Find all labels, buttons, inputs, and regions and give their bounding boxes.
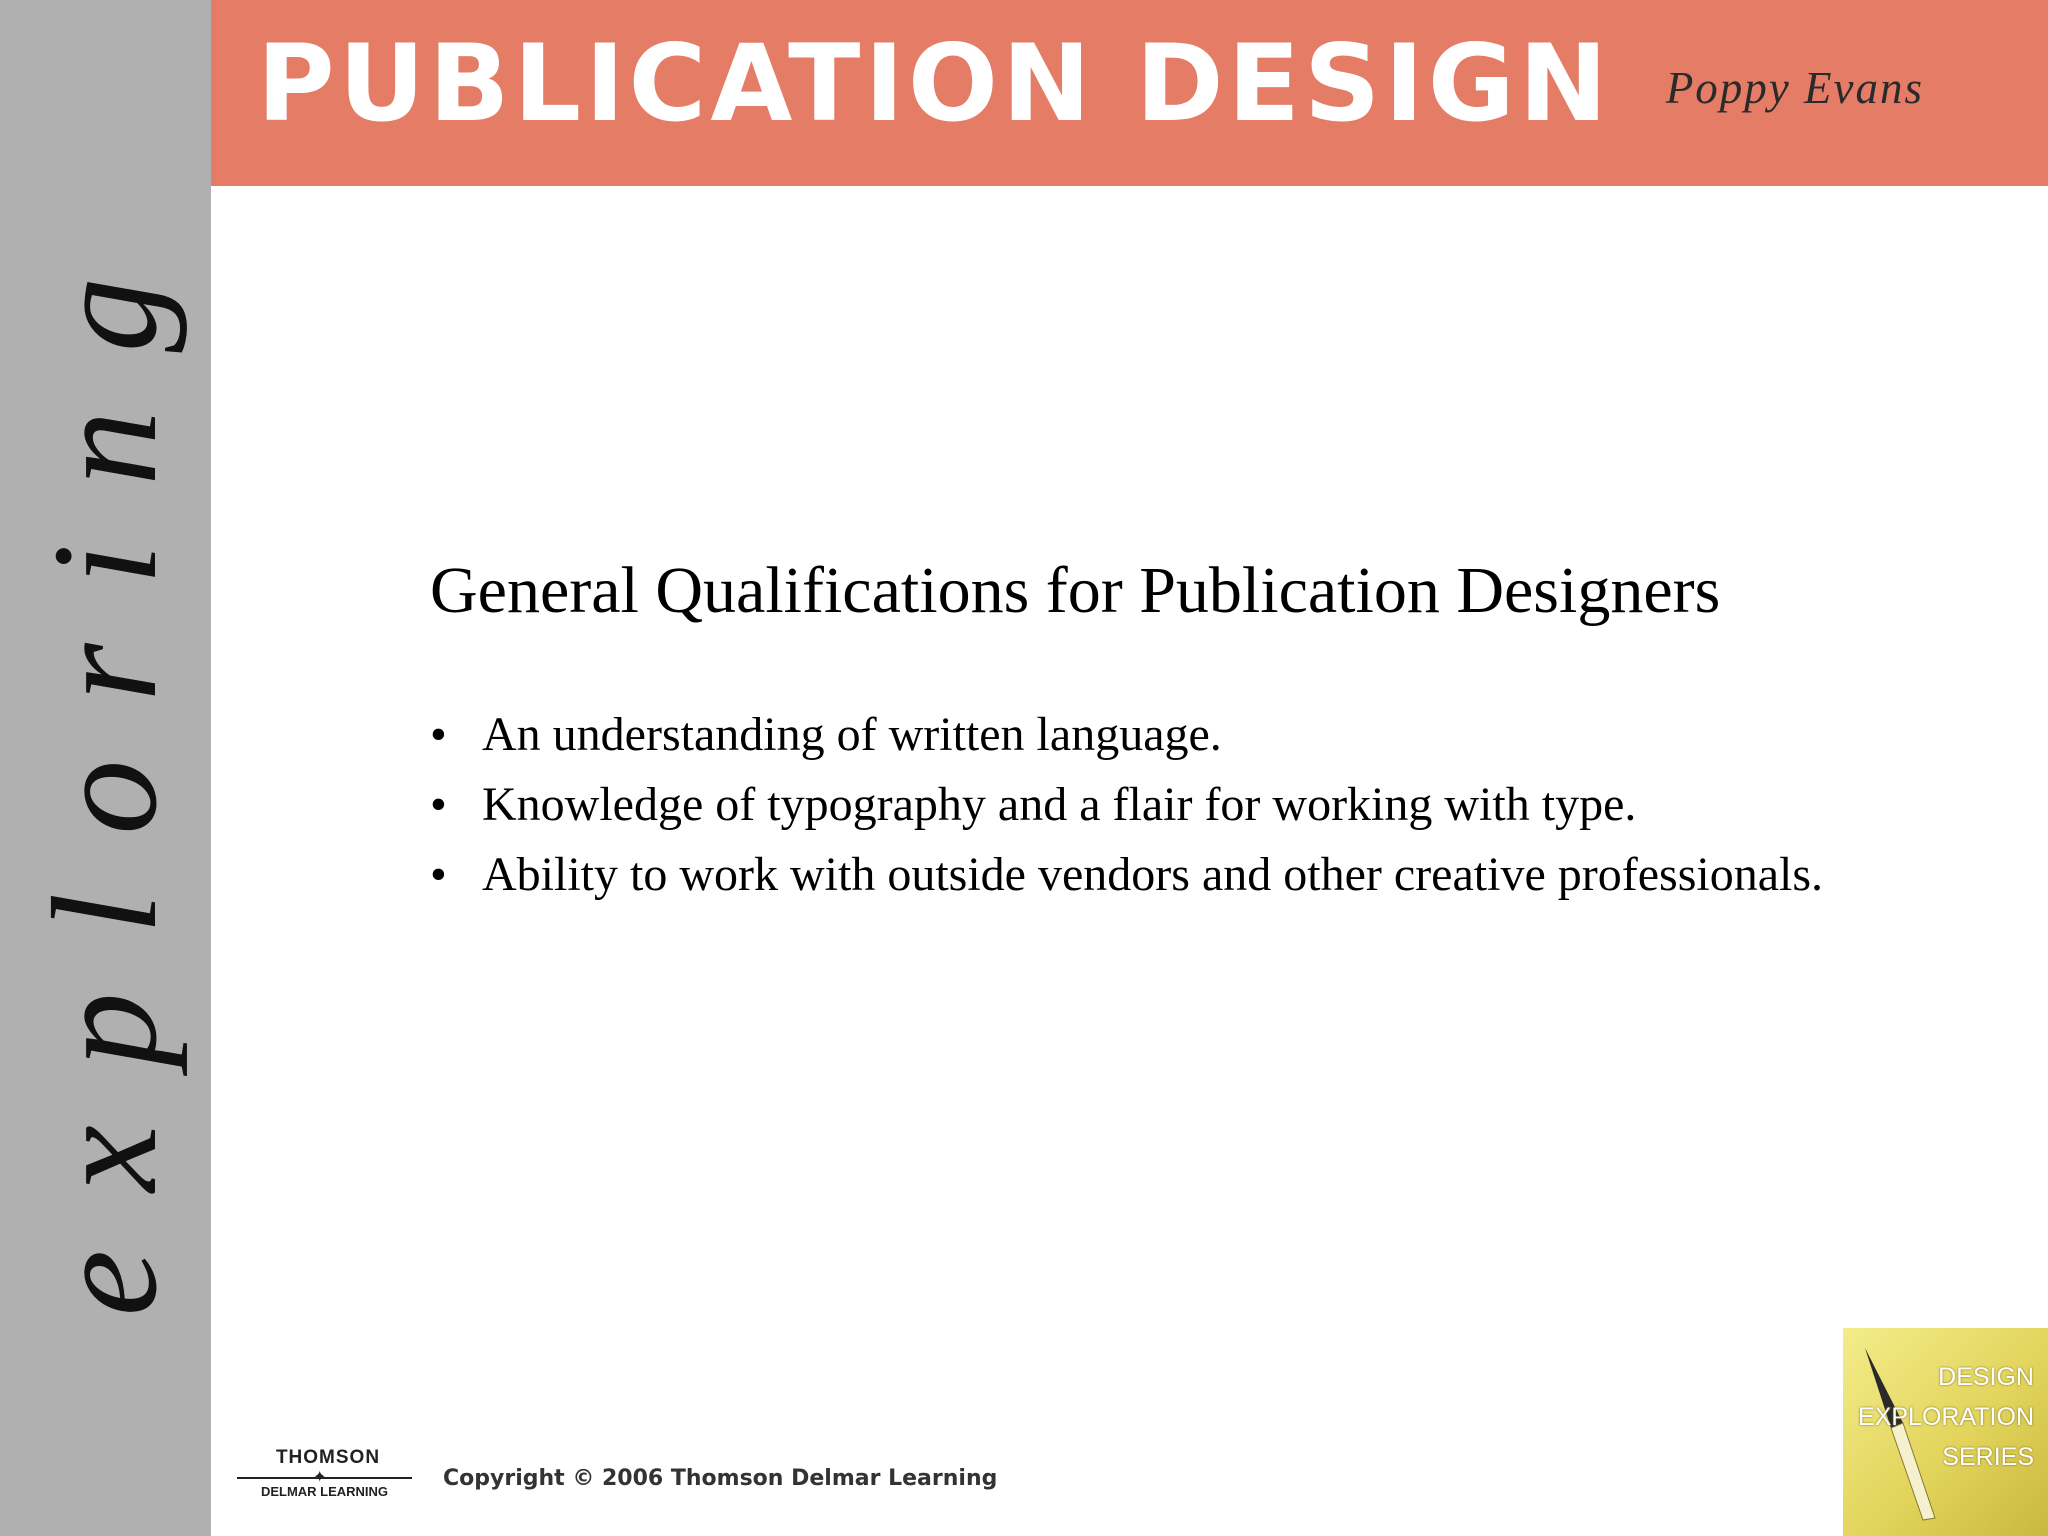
badge-line-2: EXPLORATION	[1858, 1403, 2034, 1431]
logo-top-text: THOMSON	[275, 1447, 381, 1468]
badge-line-3: SERIES	[1942, 1443, 2034, 1471]
series-badge	[1843, 1328, 2048, 1536]
thomson-logo	[233, 1447, 418, 1507]
logo-bottom-text: DELMAR LEARNING	[260, 1484, 389, 1499]
bullet-text: Knowledge of typography and a flair for working with type.	[482, 778, 1637, 831]
star-icon: ✦	[313, 1467, 327, 1486]
banner-title: PUBLICATION DESIGN	[257, 22, 1612, 145]
slide-title: General Qualifications for Publication Designers	[430, 554, 1721, 627]
bullet-dot-icon: •	[430, 778, 447, 831]
bullet-dot-icon: •	[430, 848, 447, 901]
bullet-text: An understanding of written language.	[482, 708, 1222, 761]
sidebar-word: exploring	[22, 219, 188, 1317]
bullet-text: Ability to work with outside vendors and other creative professionals.	[482, 848, 1824, 901]
bullet-item	[430, 840, 1823, 910]
sidebar	[0, 0, 211, 1536]
bullet-item	[430, 700, 1823, 770]
copyright-text: Copyright © 2006 Thomson Delmar Learning	[443, 1466, 998, 1491]
bullet-dot-icon: •	[430, 708, 447, 761]
header-banner	[211, 0, 2048, 186]
bullet-list	[430, 700, 1823, 910]
bullet-item	[430, 770, 1823, 840]
badge-line-1: DESIGN	[1938, 1363, 2034, 1391]
banner-author: Poppy Evans	[1665, 63, 1924, 113]
compass-needle-icon	[1843, 1328, 2048, 1536]
